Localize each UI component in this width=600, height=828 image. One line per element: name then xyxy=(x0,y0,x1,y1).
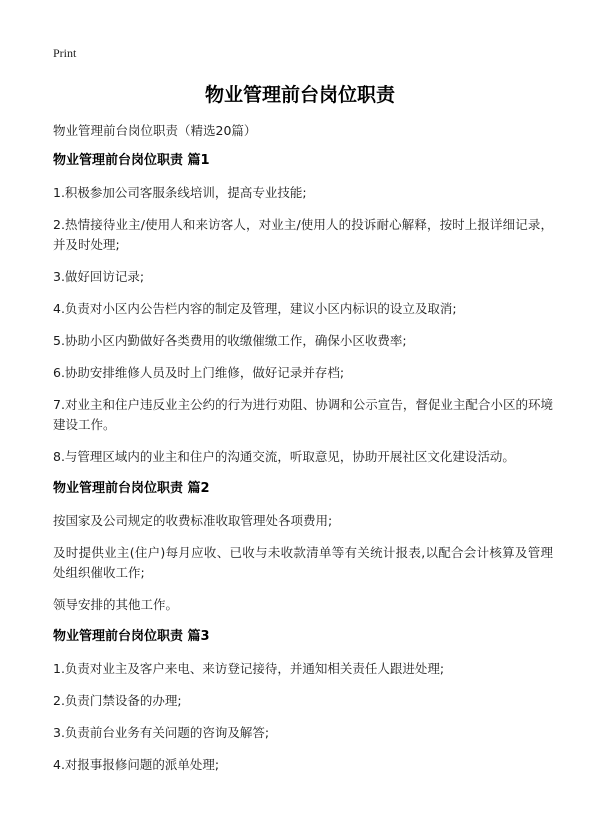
list-item: 7.对业主和住户违反业主公约的行为进行劝阻、协调和公示宣告，督促业主配合小区的环境建设工作。 xyxy=(53,397,553,432)
list-item: 2.负责门禁设备的办理; xyxy=(53,693,182,708)
list-item: 5.协助小区内勤做好各类费用的收缴催缴工作，确保小区收费率; xyxy=(53,333,407,348)
section-heading: 物业管理前台岗位职责 篇2 xyxy=(53,481,210,496)
list-item: 2.热情接待业主/使用人和来访客人，对业主/使用人的投诉耐心解释，按时上报详细记录，并及时处理; xyxy=(53,217,553,252)
list-item: 1.积极参加公司客服条线培训，提高专业技能; xyxy=(53,185,307,200)
list-item: 3.做好回访记录; xyxy=(53,269,145,284)
list-item: 6.协助安排维修人员及时上门维修，做好记录并存档; xyxy=(53,365,345,380)
document-title: 物业管理前台岗位职责 xyxy=(204,84,395,106)
document-body xyxy=(53,121,553,787)
list-item: 领导安排的其他工作。 xyxy=(53,597,179,612)
list-item: 4.对报事报修问题的派单处理; xyxy=(53,757,220,772)
print-label: Print xyxy=(53,46,77,60)
list-item: 8.与管理区域内的业主和住户的沟通交流，听取意见，协助开展社区文化建设活动。 xyxy=(53,449,515,464)
list-item: 及时提供业主(住户)每月应收、已收与未收款清单等有关统计报表,以配合会计核算及管理处组织催收工作; xyxy=(53,545,553,580)
list-item: 4.负责对小区内公告栏内容的制定及管理，建议小区内标识的设立及取消; xyxy=(53,301,457,316)
list-item: 按国家及公司规定的收费标准收取管理处各项费用; xyxy=(53,513,333,528)
list-item: 3.负责前台业务有关问题的咨询及解答; xyxy=(53,725,270,740)
list-item: 1.负责对业主及客户来电、来访登记接待，并通知相关责任人跟进处理; xyxy=(53,661,445,676)
document-subtitle: 物业管理前台岗位职责（精选20篇） xyxy=(53,123,257,138)
section-heading: 物业管理前台岗位职责 篇1 xyxy=(53,153,210,168)
section-heading: 物业管理前台岗位职责 篇3 xyxy=(53,629,210,644)
